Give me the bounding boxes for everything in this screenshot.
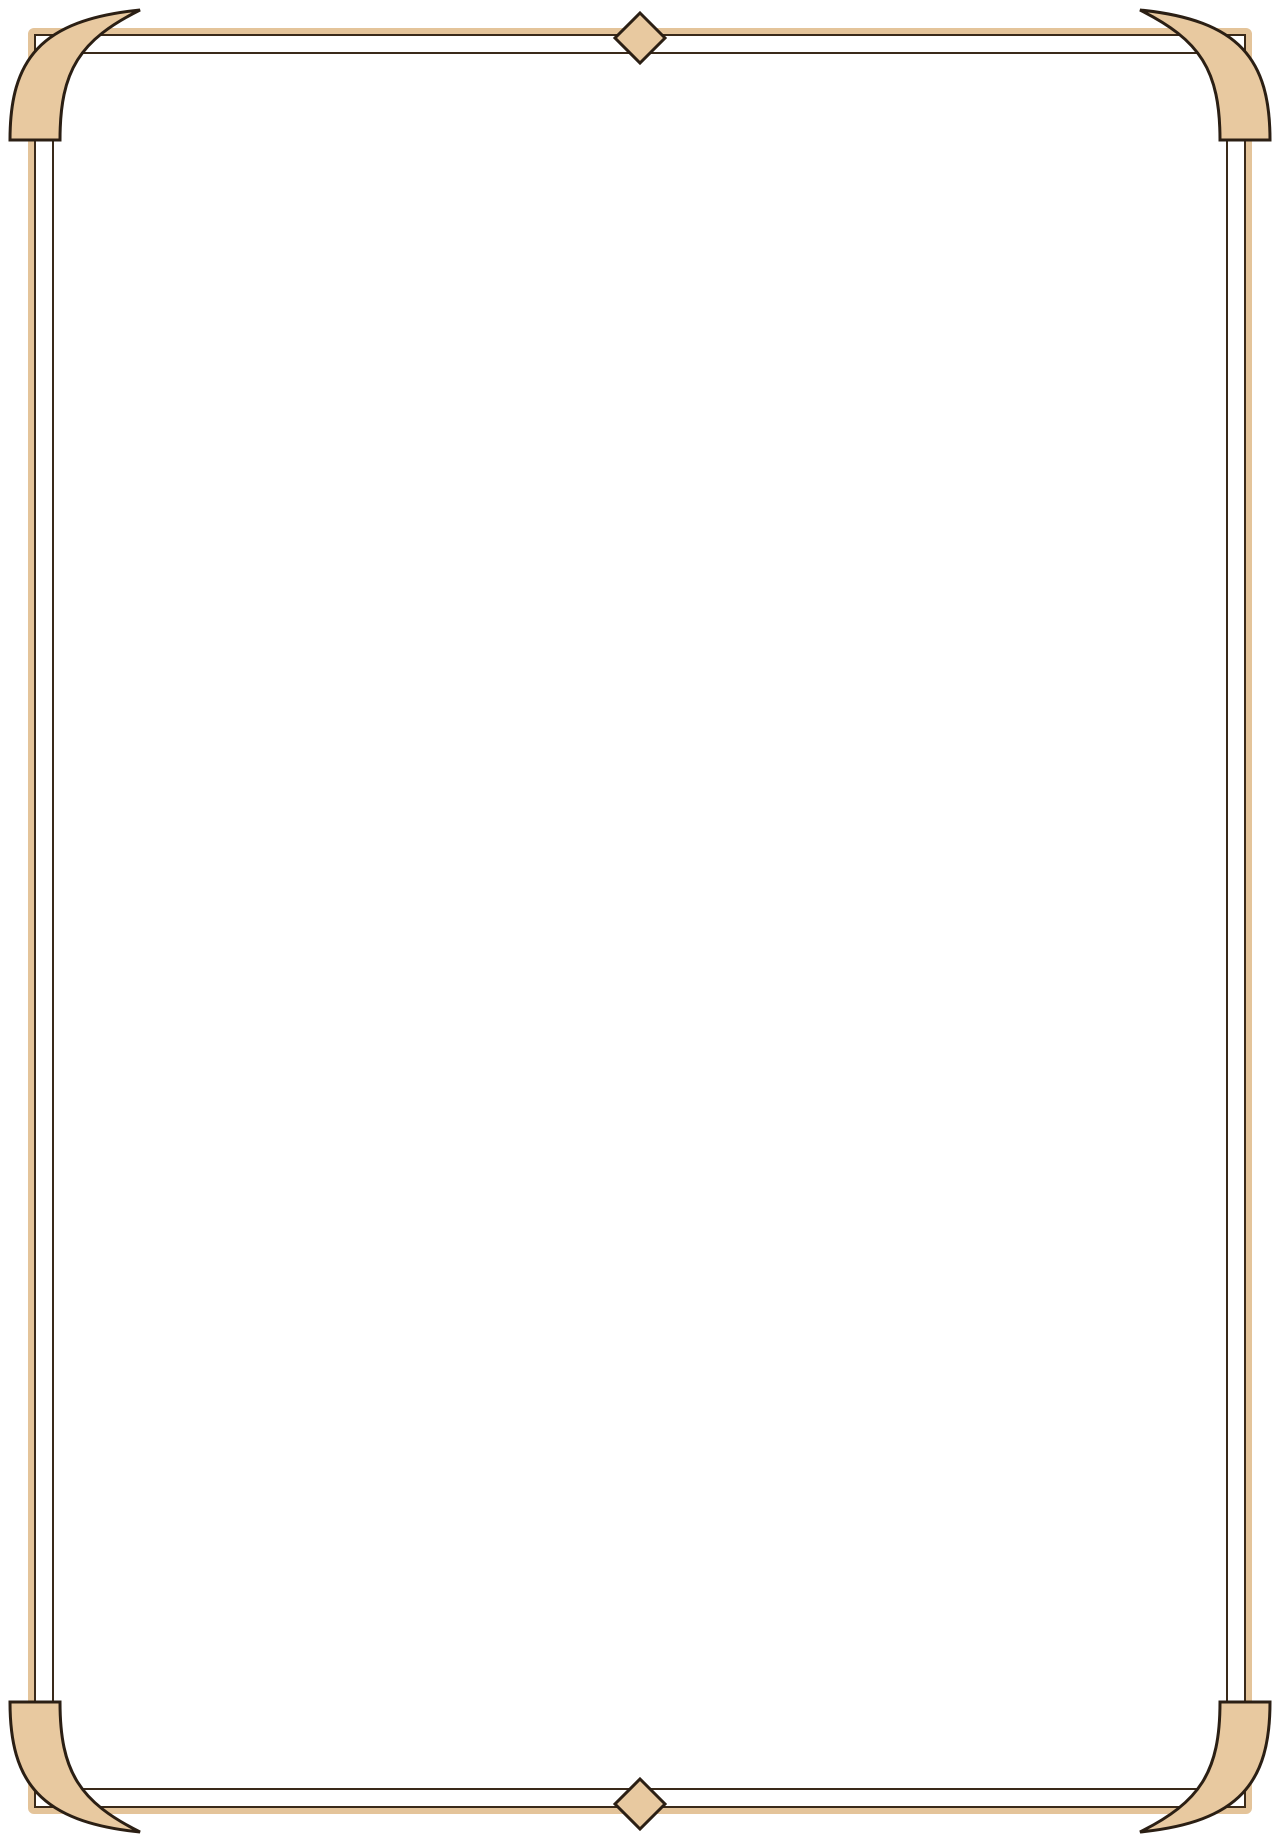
lower-text-block bbox=[110, 1050, 1170, 1740]
diamond-medallion-icon bbox=[610, 1774, 670, 1834]
diamond-medallion-icon bbox=[610, 8, 670, 68]
upper-text-block bbox=[110, 110, 1170, 870]
